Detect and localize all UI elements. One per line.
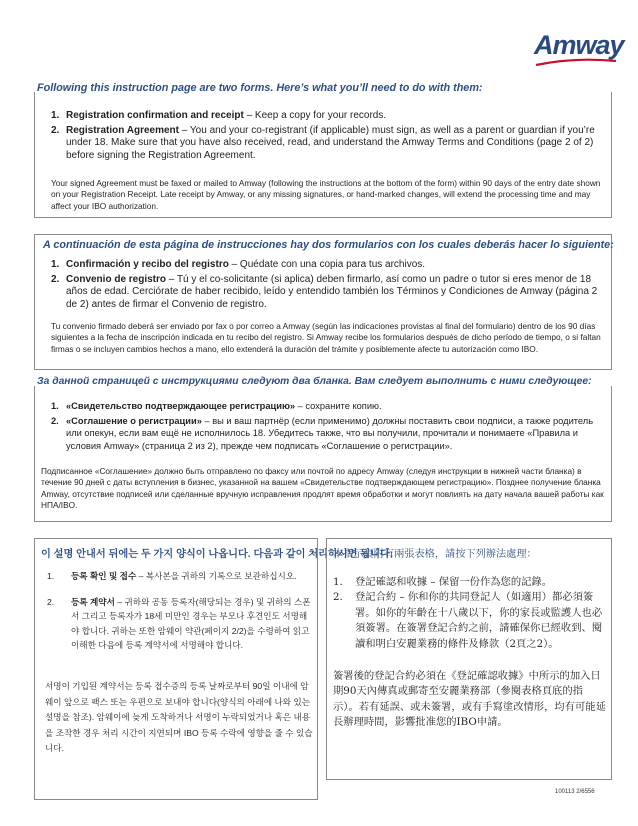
spanish-instructions xyxy=(34,234,612,370)
english-heading: Following this instruction page are two forms. Here’s what you’ll need to do with them: xyxy=(37,82,487,94)
item-text: – вы и ваш партнёр (если применимо) должны поставить свои подписи, а также родитель или опекун, если вам ещё не исполнилось 18. Убедитесь также, что вы получили, прочитали и понимаете «Правила и условия Amway» (страница 2 из 2), прежде чем подписать «Соглашение о регистрации». xyxy=(66,415,594,451)
spanish-heading: A continuación de esta página de instrucciones hay dos formularios con los cuales deberás hacer lo siguiente: xyxy=(43,239,614,251)
item-title: «Соглашение о регистрации» xyxy=(66,415,202,426)
korean-list xyxy=(47,569,313,664)
russian-heading: За данной страницей с инструкциями следуют два бланка. Вам следует выполнить с ними следующее: xyxy=(37,376,596,387)
list-item xyxy=(51,259,603,272)
item-title: 등록 확인 및 접수 xyxy=(71,571,137,581)
item-text: – 복사본을 귀하의 기록으로 보관하십시오. xyxy=(136,571,297,581)
item-number: 1. xyxy=(51,259,60,270)
amway-logo xyxy=(534,28,624,74)
item-text: – Keep a copy for your records. xyxy=(243,110,387,121)
logo-swoosh-icon xyxy=(534,58,618,68)
english-list xyxy=(51,110,603,164)
item-number: 1. xyxy=(47,571,55,581)
chinese-instructions xyxy=(326,538,612,780)
item-text: – Tú y el co-solicitante (si aplica) deben firmarlo, así como un padre o tutor si eres menor de 18 años de edad. Cerciórate de haber recibido, leído y entendido también los Términos y Condiciones de Amway (página 2 de 2) antes de firmar el Convenio de registro. xyxy=(66,273,598,310)
russian-list xyxy=(51,400,603,454)
item-title: Registration confirmation and receipt xyxy=(66,110,244,121)
chinese-list xyxy=(333,575,607,652)
item-text: – Quédate con una copia para tus archivos. xyxy=(228,259,426,270)
list-item xyxy=(51,125,603,163)
russian-note: Подписанное «Соглашение» должно быть отправлено по факсу или почтой по адресу Amway (следуя инструкции в нижней части бланка) в течение 90 дней с даты вступления в бизнес, указанной на вашем «Свидетельстве подтверждающем регистрацию». Позднее получение бланка Amway, отсутствие подписей или сделанные вручную исправления продлят время обработки и могут повлиять на дату начала вашей работы как НПА/IBO. xyxy=(41,466,604,511)
chinese-note: 簽署後的登記合約必須在《登記確認收據》中所示的加入日期90天內傳真或郵寄至安麗業務部（參閱表格頁底的指示）。若有延誤、或未簽署，或有手寫塗改情形，均有可能延長辦理時間，影響批准您的IBO申請。 xyxy=(333,670,606,729)
item-number: 2. xyxy=(333,591,343,604)
item-number: 2. xyxy=(51,273,60,285)
english-instructions xyxy=(34,82,612,218)
list-item xyxy=(47,569,313,583)
item-text: – 保留一份作為您的記錄。 xyxy=(427,576,553,588)
korean-note: 서명이 기입된 계약서는 등록 접수증의 등록 날짜로부터 90일 이내에 암웨이 앞으로 팩스 또는 우편으로 보내야 합니다(양식의 아래에 나와 있는 설명을 참조). 암웨이에 늦게 도착하거나 서명이 누락되었거나 혹은 내용을 조작한 경우 처리 시간이 지연되며 IBO 등록 수락에 영향을 줄 수 있습니다. xyxy=(45,681,313,754)
list-item xyxy=(51,110,603,123)
item-text: – You and your co-registrant (if applicable) must sign, as well as a parent or guardian if you’re under 18. Make sure that you have also received, read, and understand the Amway Terms and Conditions (page 2 of 2) before signing the Registration Agreement. xyxy=(66,124,595,161)
english-note: Your signed Agreement must be faxed or mailed to Amway (following the instructions at the bottom of the form) within 90 days of the entry date shown on your Registration Receipt. Late receipt by Amway, or any missing signatures, or hand-marked changes, will extend the processing time and may affect your IBO authorization. xyxy=(51,178,601,211)
korean-heading: 이 설명 안내서 뒤에는 두 가지 양식이 나옵니다. 다음과 같이 처리하시면 됩니다: xyxy=(41,549,394,560)
spanish-list xyxy=(51,259,603,313)
russian-instructions xyxy=(34,376,612,522)
item-number: 1. xyxy=(51,401,59,411)
item-title: Registration Agreement xyxy=(66,124,179,136)
list-item xyxy=(333,575,607,590)
item-title: 등록 계약서 xyxy=(71,597,115,608)
item-title: 登記確認和收據 xyxy=(355,576,428,588)
item-title: «Свидетельство подтверждающее регистрацию» xyxy=(66,401,296,411)
chinese-heading: 本指示頁附有兩張表格，請按下列辦法處理： xyxy=(333,549,537,560)
item-text: – сохраните копию. xyxy=(295,401,382,411)
item-number: 2. xyxy=(47,597,55,608)
item-title: Convenio de registro xyxy=(66,273,167,285)
list-item xyxy=(51,400,603,413)
item-text: – 귀하와 공동 등록자(해당되는 경우) 및 귀하의 스폰서 그리고 등록자가 18세 미만인 경우는 부모나 후견인도 서명해야 합니다. 귀하는 또한 암웨이 약관(페이지 2/2)을 수령하여 읽고 이해한 다음에 등록 계약서에 서명해야 합니다. xyxy=(71,597,311,650)
item-number: 2. xyxy=(51,415,59,426)
item-title: Confirmación y recibo del registro xyxy=(66,259,229,270)
item-title: 登記合約 xyxy=(355,591,397,604)
spanish-note: Tu convenio firmado deberá ser enviado por fax o por correo a Amway (según las indicaciones provistas al final del formulario) dentro de los 90 días siguientes a la fecha de inscripción indicada en tu recibo del registro. Si Amway recibe los formularios después de dicho período de tiempo, o si faltan firmas o se incluyen cambios hechos a mano, ello extenderá la duración del trámite y posiblemente afecte tu autorización como IBO. xyxy=(51,321,601,354)
item-number: 1. xyxy=(51,110,60,121)
item-text: – 你和你的共同登記人（如適用）都必須簽署。如你的年齡在十八歲以下，你的家長或監護人也必須簽署。在簽署登記合約之前，請確保你已經收到、閱讀和明白安麗業務的條件及條款（2頁之2）。 xyxy=(355,591,603,650)
item-number: 1. xyxy=(333,576,343,588)
item-number: 2. xyxy=(51,124,60,136)
logo-text: Amway xyxy=(534,30,624,60)
list-item xyxy=(51,274,603,312)
list-item xyxy=(51,415,603,453)
form-reference-code: 100113 2/6556 xyxy=(555,789,595,795)
list-item xyxy=(47,595,313,652)
list-item xyxy=(333,590,607,652)
